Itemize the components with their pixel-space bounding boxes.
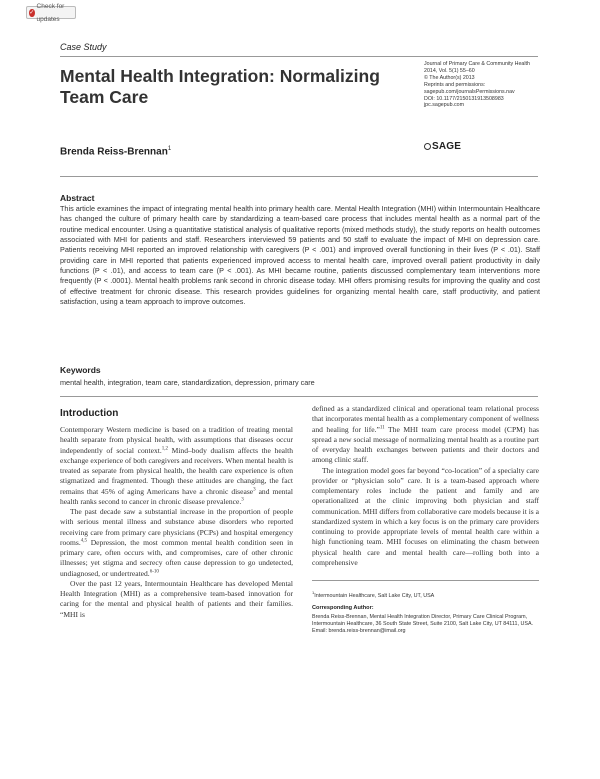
citation[interactable]: 6-10 xyxy=(149,568,159,574)
corresponding-author-block xyxy=(312,614,539,636)
keywords-divider xyxy=(60,396,538,397)
text-run: and mental health ranks second to cancer in chronic disease prevalence. xyxy=(60,486,293,506)
author-line xyxy=(60,146,171,157)
citation[interactable]: 1,2 xyxy=(161,445,168,451)
journal-line: Reprints and permissions: xyxy=(424,81,486,88)
keywords-heading: Keywords xyxy=(60,365,101,375)
publisher-name: SAGE xyxy=(432,141,462,152)
paragraph: Over the past 12 years, Intermountain Healthcare has developed Mental Health Integration (MHI) as a comprehensive team-based innovation for caring for the mental and physical health of patients and their families. “MHI is xyxy=(60,578,293,619)
author-name: Brenda Reiss-Brennan xyxy=(60,146,168,158)
text-run: defined as a standardized clinical and operational team relational process that incorporates mental health as a complementary component of wellness and healing for life.” xyxy=(312,404,539,434)
introduction-heading: Introduction xyxy=(60,408,119,419)
badge-label: Check for updates xyxy=(36,2,65,23)
text-run: Depression, the most common mental health condition seen in primary care, often occurs with, and compromises, care of other chronic illnesses; yet stigma and secrecy often cause depression to go undetected, undiagnosed, or undertreated. xyxy=(60,537,293,578)
citation[interactable]: 3 xyxy=(241,497,244,503)
body-column-right xyxy=(312,404,539,568)
footnote-divider xyxy=(312,580,539,581)
journal-info xyxy=(424,61,564,109)
body-column-left xyxy=(60,425,293,620)
citation[interactable]: 11 xyxy=(379,424,385,430)
abstract-heading: Abstract xyxy=(60,193,95,203)
journal-line: 2014, Vol. 5(1) 55–60 xyxy=(424,67,475,74)
journal-line: Journal of Primary Care & Community Health xyxy=(424,61,530,67)
corresponding-author-text: Brenda Reiss-Brennan, Mental Health Integration Director, Primary Care Clinical Program, Intermountain Healthcare, 36 South State Street, Suite 2100, Salt Lake City, UT 84111, USA. xyxy=(312,614,534,628)
abstract-divider xyxy=(60,176,538,177)
keywords-text: mental health, integration, team care, standardization, depression, primary care xyxy=(60,378,315,387)
check-circle-icon: ✓ xyxy=(29,9,35,16)
paragraph xyxy=(312,404,539,466)
article-title: Mental Health Integration: Normalizing Team Care xyxy=(60,66,380,107)
affiliation-text: Intermountain Healthcare, Salt Lake City, UT, USA xyxy=(314,592,435,599)
citation[interactable]: 3 xyxy=(253,486,256,492)
author-affiliation-mark: 1 xyxy=(167,146,172,152)
paragraph xyxy=(60,507,293,579)
journal-line[interactable]: DOI: 10.1177/2150131913508983 xyxy=(424,95,504,102)
journal-line[interactable]: sagepub.com/journalsPermissions.nav xyxy=(424,88,515,95)
check-for-updates-badge[interactable] xyxy=(26,2,76,23)
header-divider xyxy=(60,56,538,57)
footnote-mark: 1 xyxy=(312,590,315,595)
text-run: The MHI team care process model (CPM) has spread a new social message of normalizing mental health as a routine part of everyday health exchanges between patients and their doctors and among clinic staff. xyxy=(312,424,539,465)
publisher-logo xyxy=(424,141,461,152)
text-run: Contemporary Western medicine is based on a tradition of treating mental health separate from physical health, with assumptions that diseases occur independently of social context. xyxy=(60,425,293,455)
text-run: Mind–body dualism affects the health exchange experience of both caregivers and receivers. When mental health is treated as separate from physical health, the health care experience is often stigmatized and fragmented. Though these attitudes are changing, the fact remains that 45% of aging Americans have a chronic disease xyxy=(60,445,294,496)
journal-line: © The Author(s) 2013 xyxy=(424,74,475,81)
sage-swirl-icon xyxy=(424,143,431,150)
text-run: The past decade saw a substantial increase in the proportion of people with serious mental illness and substance abuse disorders who reported receiving care from primary care physicians (PCPs) and hospital emergency rooms. xyxy=(60,507,293,547)
corresponding-author-email[interactable]: Email: brenda.reiss-brennan@imail.org xyxy=(312,628,406,635)
paragraph xyxy=(60,425,293,507)
article-type-label: Case Study xyxy=(60,42,107,52)
citation[interactable]: 4,5 xyxy=(80,538,88,544)
corresponding-author-heading: Corresponding Author: xyxy=(312,605,374,611)
affiliation-footnote xyxy=(312,589,539,600)
journal-line[interactable]: jpc.sagepub.com xyxy=(424,102,465,109)
abstract-text: This article examines the impact of integrating mental health into primary health care. Mental Health Integration (MHI) within Intermountain Healthcare has changed the culture of primary health care by standardizing a team-based care process that includes mental health as a normal part of the routine medical encounter. Using a quantitative statistical analysis of qualitative reports (mixed methods study), the study reports on health outcomes associated with MHI for patients and staff. Researchers interviewed 59 patients and 50 staff to evaluate the impact of MHI on depression care. Patients receiving MHI reported an improved relationship with caregivers (P < .001) and improved overall functioning in their lives (P < .01). Staff providing care in MHI reported that patients experienced improved access to mental health care, improved overall patient productivity in daily functions (P < .01), and access to team care (P < .001). As MHI became routine, patients discussed complementary team interventions more frequently (P < .0001). Mental health problems rank second in chronic disease today. MHI offers promising results for improving the quality and cost of effective treatment for chronic disease. This research provides guidelines for organizing mental health care, staff productivity, and patient satisfaction, using a team approach to improve outcomes. xyxy=(60,204,540,307)
paragraph: The integration model goes far beyond “co-location” of a specialty care provider or “physician solo” care. It is a team-based approach where complementary roles include the patient and family and are operationalized at the clinic improving both physician and staff communication. MHI differs from collaborative care models because it is a standardized system in which a key focus is on the primary care providers continuing to provide appropriate levels of mental health care within a high functioning team. MHI focuses on eliminating the chasm between physical health care and mental health care—rolling both into a comprehensive xyxy=(312,465,539,567)
